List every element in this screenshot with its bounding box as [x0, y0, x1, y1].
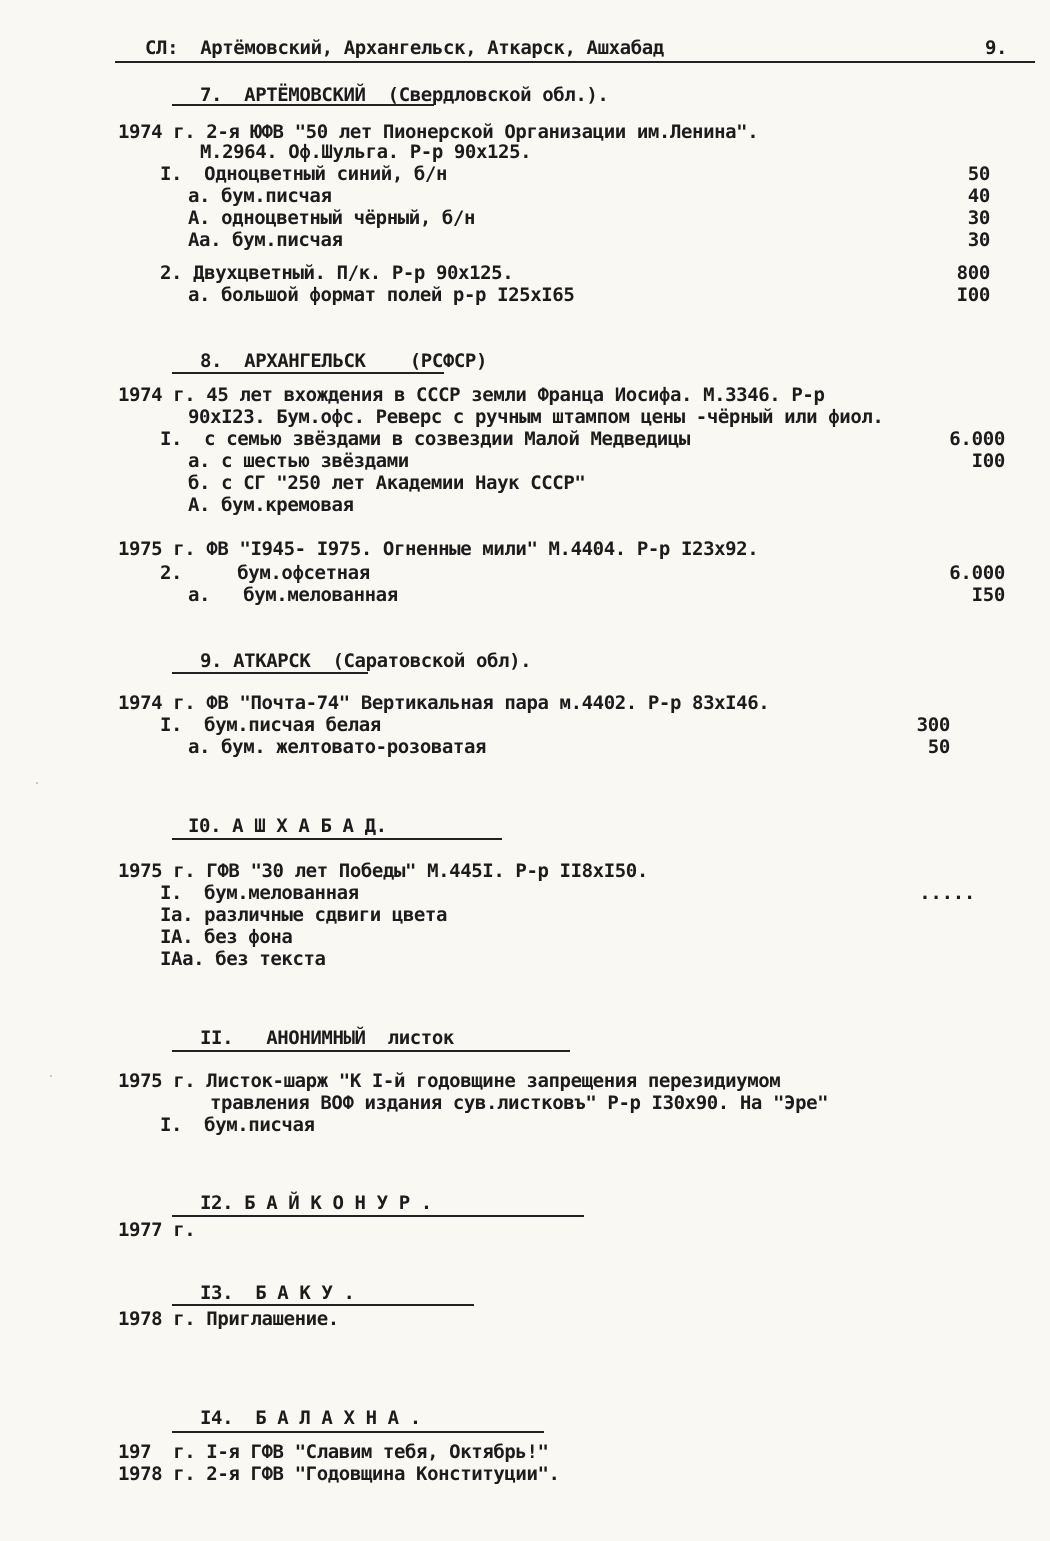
item-value: 30 [967, 229, 990, 251]
list-item: а. бум.мелованная [188, 584, 398, 606]
page-number: 9. [985, 37, 1008, 59]
section-11-line: травления ВОФ издания сув.листковъ" Р-р I30х90. На "Эре" [210, 1092, 829, 1114]
section-12-underline [172, 1215, 584, 1217]
list-item: А. одноцветный чёрный, б/н [188, 207, 476, 229]
speck [50, 1075, 52, 1077]
item-value: I00 [971, 450, 1005, 472]
section-13-title: I3. Б А К У . [200, 1282, 355, 1304]
section-8-line: 1975 г. ФВ "I945- I975. Огненные мили" М.4404. Р-р I23х92. [118, 538, 759, 560]
section-8-title: 8. АРХАНГЕЛЬСК (РСФСР) [200, 350, 488, 372]
item-value: ..... [919, 882, 975, 904]
list-item: I. с семью звёздами в созвездии Малой Медведицы [160, 428, 690, 450]
list-item: I. бум.писчая белая [160, 714, 381, 736]
item-value: 50 [967, 163, 990, 185]
section-12-line: 1977 г. [118, 1219, 196, 1241]
section-7-title: 7. АРТЁМОВСКИЙ (Свердловской обл.). [200, 84, 609, 106]
list-item: Аа. бум.писчая [188, 229, 343, 251]
section-9-underline [172, 672, 368, 674]
header-title: СЛ: Артёмовский, Архангельск, Аткарск, Ашхабад [145, 37, 664, 59]
section-13-line: 1978 г. Приглашение. [118, 1308, 339, 1330]
section-9-line: 1974 г. ФВ "Почта-74" Вертикальная пара м.4402. Р-р 83хI46. [118, 692, 770, 714]
header-rule [115, 61, 1035, 63]
section-11-underline [172, 1050, 570, 1052]
section-7-line: 1974 г. 2-я ЮФВ "50 лет Пионерской Организации им.Ленина". [118, 121, 759, 143]
list-item: а. бум.писчая [188, 185, 332, 207]
item-value: I50 [971, 584, 1005, 606]
section-8-line: 1974 г. 45 лет вхождения в СССР земли Франца Иосифа. М.3346. Р-р [118, 384, 825, 406]
item-value: 40 [967, 185, 990, 207]
section-14-line: 1978 г. 2-я ГФВ "Годовщина Конституции". [118, 1463, 560, 1485]
item-value: 6.000 [949, 428, 1005, 450]
list-item: 2. Двухцветный. П/к. Р-р 90х125. [160, 262, 514, 284]
section-13-underline [172, 1304, 474, 1306]
section-12-title: I2. Б А Й К О Н У Р . [200, 1192, 432, 1214]
section-14-title: I4. Б А Л А Х Н А . [200, 1407, 421, 1429]
list-item: I. бум.мелованная [160, 882, 359, 904]
section-7-line: М.2964. Оф.Шульга. Р-р 90х125. [200, 141, 532, 163]
item-value: I00 [956, 284, 990, 306]
list-item: а. с шестью звёздами [188, 450, 409, 472]
list-item: 2. бум.офсетная [160, 562, 370, 584]
section-11-title: II. АНОНИМНЫЙ листок [200, 1027, 454, 1049]
item-value: 50 [927, 736, 950, 758]
list-item: IА. без фона [160, 926, 293, 948]
item-value: 800 [956, 262, 990, 284]
list-item: А. бум.кремовая [188, 494, 354, 516]
section-10-underline [172, 838, 502, 840]
list-item: IАа. без текста [160, 948, 326, 970]
section-7-underline [172, 104, 434, 106]
section-14-underline [172, 1431, 544, 1433]
section-10-line: 1975 г. ГФВ "30 лет Победы" М.445I. Р-р II8хI50. [118, 860, 648, 882]
list-item: Iа. различные сдвиги цвета [160, 904, 448, 926]
section-14-line: 197 г. I-я ГФВ "Славим тебя, Октябрь!" [118, 1441, 549, 1463]
speck [36, 782, 38, 784]
section-8-underline [172, 372, 444, 374]
section-10-title: I0. А Ш Х А Б А Д. [188, 815, 387, 837]
item-value: 6.000 [949, 562, 1005, 584]
section-11-line: 1975 г. Листок-шарж "К I-й годовщине запрещения перезидиумом [118, 1070, 781, 1092]
list-item: а. большой формат полей р-р I25хI65 [188, 284, 575, 306]
list-item: б. с СГ "250 лет Академии Наук СССР" [188, 472, 586, 494]
list-item: I. Одноцветный синий, б/н [160, 163, 448, 185]
section-8-line: 90хI23. Бум.офс. Реверс с ручным штампом цены -чёрный или фиол. [188, 406, 884, 428]
list-item: а. бум. желтовато-розоватая [188, 736, 487, 758]
list-item: I. бум.писчая [160, 1114, 315, 1136]
section-9-title: 9. АТКАРСК (Саратовской обл). [200, 650, 532, 672]
item-value: 30 [967, 207, 990, 229]
item-value: 300 [916, 714, 950, 736]
